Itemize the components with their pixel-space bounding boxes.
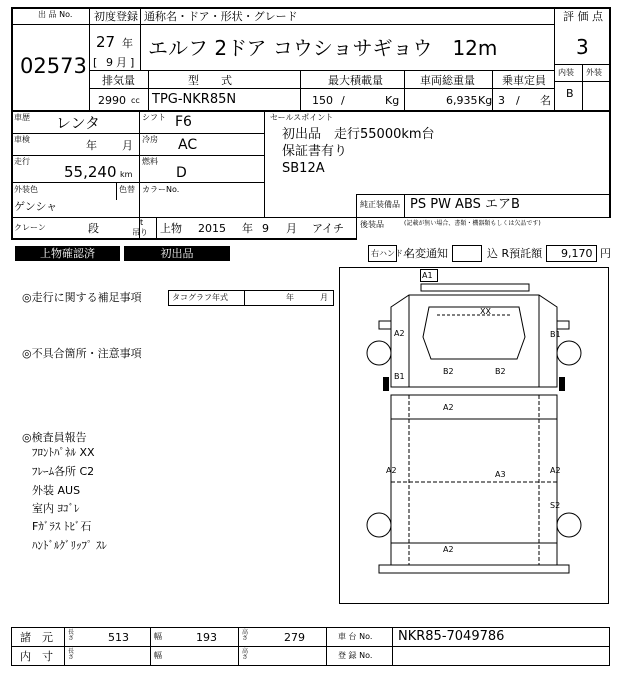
gross-weight: 6,935 [446,94,478,107]
displacement: 2990 [98,94,126,107]
inspector-line-3: 外装 AUS [32,484,81,497]
fuel: D [176,165,187,181]
model-code: TPG-NKR85N [152,92,237,107]
mark-cab-b2-left: B2 [443,367,454,376]
model-label: 型 式 [188,74,232,87]
mark-a1: A1 [422,271,433,280]
tax-label: 込 R預託額 [487,247,543,260]
mark-wheel-fl: B1 [394,372,405,381]
mark-front-xx: XX [480,307,491,316]
dims-label: 諸 元 [20,631,53,644]
crane-lift-label: 吊り [132,228,148,237]
gross-weight-label: 車両総重量 [420,74,475,87]
recycle-fee: 9,170 [561,247,593,260]
color-change-label: 色替 [119,185,135,194]
reg-no-label: 登 録 No. [338,651,373,660]
length-value: 513 [108,631,129,644]
mileage-label: 走行 [14,157,30,166]
color-label: 外装色 [14,185,38,194]
lot-label: 出 品 No. [38,10,73,19]
interior-label: 内装 [558,68,574,77]
max-load-label: 最大積載量 [328,74,383,87]
mark-cab-left: A2 [394,329,405,338]
supplement-title: ◎走行に関する補足事項 [22,291,142,304]
aftermarket-note: (記載が無い場合、書類・機器類もしくは欠品です) [404,220,541,227]
inspection-year-unit: 年 [86,139,97,152]
bracket-open: [ [93,56,98,69]
mark-cab-b2-right: B2 [495,367,506,376]
lot-number: 02573 [20,54,87,78]
confirmed-badge: 上物確認済 [15,246,120,261]
inspection-month-unit: 月 [122,139,133,152]
crane-ton-unit: t [140,218,144,227]
truck-diagram [339,267,609,604]
equipment: PS PW ABS エアB [410,197,520,212]
mileage: 55,240 [64,163,117,181]
width-label: 幅 [154,632,162,641]
width-value: 193 [196,631,217,644]
sales-line-1: 初出品 走行55000km台 [282,127,435,142]
defects-title: ◎不具合箇所・注意事項 [22,347,142,360]
reg-year: 27 [96,33,116,51]
name-change-label: 名変通知 [404,247,448,260]
arrival-year-unit: 年 [242,222,253,235]
arrival-month: 9 [262,222,269,235]
inspector-line-6: ﾊﾝﾄﾞﾙｸﾞﾘｯﾌﾟ ｽﾚ [32,539,107,552]
reg-year-unit: 年 [122,37,133,50]
sales-title: セールスポイント [270,113,334,122]
inner-height-label: 高さ [242,648,249,661]
capacity-unit: 名 [540,94,551,107]
history-label: 車歴 [14,113,30,122]
chassis-number: NKR85-7049786 [398,629,505,644]
fuel-label: 燃料 [142,157,158,166]
ac: AC [178,137,198,153]
sales-line-3: SB12A [282,161,325,176]
tacho-month-unit: 月 [320,293,328,302]
inner-dims-label: 内 寸 [20,650,53,663]
mark-body-front: A2 [443,403,454,412]
mark-body-left: A2 [386,466,397,475]
mark-body-right: A2 [550,466,561,475]
arrival-maker: アイチ [312,222,345,235]
aftermarket-label: 後装品 [360,220,384,229]
score-label: 評 価 点 [563,10,603,23]
height-label: 高さ [242,629,249,642]
tacho-label: タコグラフ年式 [172,293,228,302]
interior-grade: B [566,87,574,100]
mark-wheel-rr: S2 [550,501,561,510]
chassis-label: 車 台 No. [338,632,373,641]
inner-width-label: 幅 [154,651,162,660]
color-no-label: カラーNo. [142,185,180,194]
equipment-label: 純正装備品 [360,200,400,209]
history: レンタ [56,114,101,132]
height-value: 279 [284,631,305,644]
ac-label: 冷房 [142,135,158,144]
inner-length-label: 長さ [68,648,75,661]
arrival-label: 上物 [160,222,182,235]
length-label: 長さ [68,629,75,642]
max-load-sep: / [341,94,345,107]
car-name: エルフ 2ドア コウショサギョウ 12m [148,36,498,60]
car-name-label: 通称名・ドア・形状・グレード [144,10,298,23]
sales-line-2: 保証書有り [282,144,348,159]
first-reg-label: 初度登録 [94,10,138,23]
mark-wheel-fr: B1 [550,330,561,339]
first-listing-badge: 初出品 [124,246,230,261]
displacement-label: 排気量 [102,74,135,87]
inspector-title: ◎検査員報告 [22,431,87,444]
inspector-line-1: ﾌﾛﾝﾄﾊﾟﾈﾙ XX [32,446,95,459]
reg-month: 9 [106,56,113,69]
arrival-month-unit: 月 [286,222,297,235]
shift: F6 [175,114,192,130]
bracket-close: ] [130,56,135,69]
name-change-box [452,245,482,262]
capacity: 3 [498,94,505,107]
inspector-line-4: 室内 ﾖｺﾞﾚ [32,502,80,515]
yen-unit: 円 [600,247,611,260]
inspection-label: 車検 [14,135,30,144]
gross-weight-unit: Kg [478,94,493,107]
arrival-year: 2015 [198,222,226,235]
score: 3 [576,35,589,59]
displacement-unit: cc [131,96,140,105]
reg-month-unit: 月 [116,56,127,69]
tacho-year-unit: 年 [286,293,294,302]
right-handle: 右ハンドル [371,249,411,258]
capacity-sep: / [516,94,520,107]
max-load-unit: Kg [385,94,400,107]
crane-stage-unit: 段 [88,222,99,235]
inspector-line-5: Fｶﾞﾗｽ ﾄﾋﾞ石 [32,520,92,533]
crane-label: クレーン [14,223,46,232]
mark-body-rear: A2 [443,545,454,554]
capacity-label: 乗車定員 [502,74,546,87]
exterior-label: 外装 [586,68,602,77]
shift-label: シフト [142,113,166,122]
inspector-line-2: ﾌﾚｰﾑ各所 C2 [32,465,95,478]
color: ゲンシャ [14,200,58,213]
max-load: 150 [312,94,333,107]
mileage-unit: km [120,170,133,179]
mark-body-center: A3 [495,470,506,479]
